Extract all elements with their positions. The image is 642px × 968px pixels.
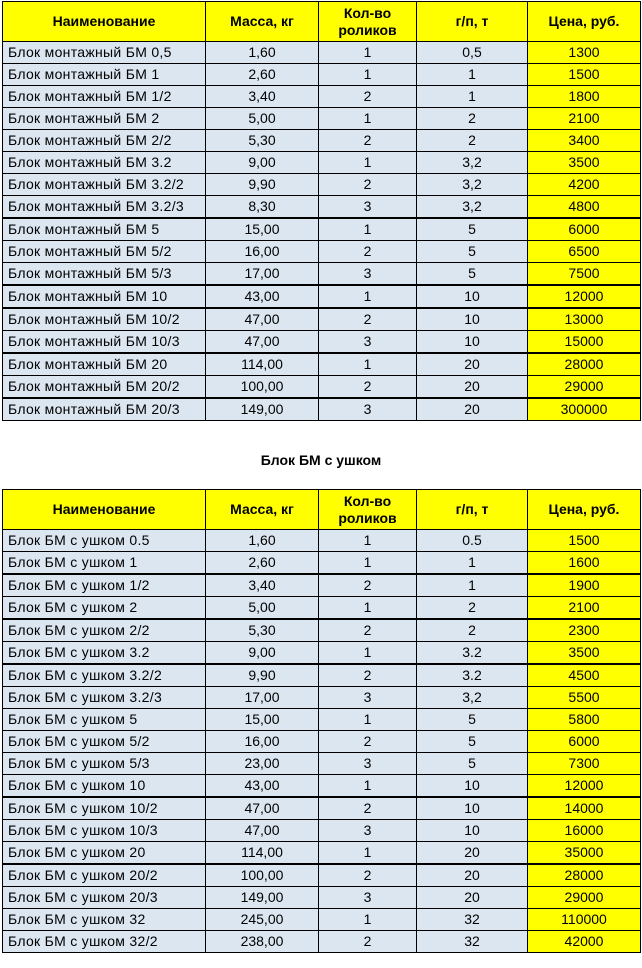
cell-mass: 2,60 — [206, 64, 319, 86]
cell-rollers: 1 — [319, 42, 417, 64]
cell-rollers: 1 — [319, 775, 417, 798]
cell-capacity: 20 — [417, 398, 528, 421]
header-capacity: г/п, т — [417, 490, 528, 530]
table-row — [3, 285, 641, 308]
cell-capacity: 20 — [417, 376, 528, 399]
cell-name: Блок монтажный БМ 1 — [3, 64, 206, 86]
table-row — [3, 241, 641, 263]
table-row — [3, 552, 641, 575]
cell-capacity: 20 — [417, 353, 528, 376]
cell-capacity: 3,2 — [417, 152, 528, 174]
cell-price: 28000 — [528, 864, 641, 887]
cell-mass: 3,40 — [206, 86, 319, 108]
cell-rollers: 1 — [319, 353, 417, 376]
cell-capacity: 10 — [417, 775, 528, 798]
table-row — [3, 574, 641, 597]
cell-mass: 1,60 — [206, 42, 319, 64]
table-row — [3, 152, 641, 174]
cell-mass: 100,00 — [206, 864, 319, 887]
cell-mass: 43,00 — [206, 775, 319, 798]
cell-mass: 17,00 — [206, 687, 319, 709]
cell-capacity: 0,5 — [417, 42, 528, 64]
cell-name: Блок монтажный БМ 1/2 — [3, 86, 206, 108]
cell-price: 2100 — [528, 597, 641, 620]
cell-price: 7300 — [528, 753, 641, 775]
cell-rollers: 3 — [319, 753, 417, 775]
cell-rollers: 3 — [319, 820, 417, 842]
table-row — [3, 709, 641, 731]
cell-price: 6500 — [528, 241, 641, 263]
cell-price: 12000 — [528, 285, 641, 308]
cell-price: 4200 — [528, 174, 641, 196]
cell-rollers: 2 — [319, 376, 417, 399]
cell-name: Блок монтажный БМ 10 — [3, 285, 206, 308]
cell-rollers: 3 — [319, 887, 417, 909]
table-row — [3, 108, 641, 130]
cell-mass: 16,00 — [206, 241, 319, 263]
header-mass: Масса, кг — [206, 490, 319, 530]
cell-rollers: 3 — [319, 263, 417, 286]
header-price: Цена, руб. — [528, 490, 641, 530]
header-capacity: г/п, т — [417, 2, 528, 42]
cell-mass: 1,60 — [206, 530, 319, 552]
cell-capacity: 20 — [417, 842, 528, 865]
cell-rollers: 3 — [319, 398, 417, 421]
cell-price: 2100 — [528, 108, 641, 130]
table-header-row — [3, 2, 641, 42]
cell-mass: 16,00 — [206, 731, 319, 753]
cell-price: 6000 — [528, 218, 641, 241]
cell-rollers: 1 — [319, 152, 417, 174]
cell-name: Блок БМ с ушком 20/3 — [3, 887, 206, 909]
table-row — [3, 619, 641, 642]
cell-price: 2300 — [528, 619, 641, 642]
cell-capacity: 5 — [417, 263, 528, 286]
cell-mass: 9,90 — [206, 664, 319, 687]
cell-capacity: 32 — [417, 931, 528, 953]
cell-price: 110000 — [528, 909, 641, 931]
cell-price: 3500 — [528, 152, 641, 174]
cell-capacity: 3,2 — [417, 687, 528, 709]
cell-mass: 114,00 — [206, 842, 319, 865]
cell-name: Блок БМ с ушком 1 — [3, 552, 206, 575]
cell-price: 1500 — [528, 530, 641, 552]
cell-mass: 5,00 — [206, 597, 319, 620]
cell-capacity: 3,2 — [417, 174, 528, 196]
cell-capacity: 1 — [417, 86, 528, 108]
table-row — [3, 174, 641, 196]
cell-name: Блок монтажный БМ 2 — [3, 108, 206, 130]
cell-price: 300000 — [528, 398, 641, 421]
cell-mass: 149,00 — [206, 398, 319, 421]
table-row — [3, 86, 641, 108]
cell-name: Блок монтажный БМ 3.2/3 — [3, 196, 206, 219]
table-row — [3, 731, 641, 753]
table-row — [3, 353, 641, 376]
cell-mass: 245,00 — [206, 909, 319, 931]
table-row — [3, 530, 641, 552]
cell-price: 5800 — [528, 709, 641, 731]
table-row — [3, 376, 641, 399]
cell-capacity: 1 — [417, 64, 528, 86]
cell-rollers: 2 — [319, 619, 417, 642]
cell-rollers: 1 — [319, 597, 417, 620]
table-header-row — [3, 490, 641, 530]
table-row — [3, 664, 641, 687]
cell-mass: 47,00 — [206, 797, 319, 820]
cell-name: Блок БМ с ушком 1/2 — [3, 574, 206, 597]
cell-capacity: 5 — [417, 709, 528, 731]
cell-price: 1600 — [528, 552, 641, 575]
header-name: Наименование — [3, 2, 206, 42]
cell-price: 12000 — [528, 775, 641, 798]
table-row — [3, 308, 641, 331]
cell-rollers: 2 — [319, 731, 417, 753]
cell-mass: 5,00 — [206, 108, 319, 130]
cell-name: Блок БМ с ушком 2/2 — [3, 619, 206, 642]
cell-mass: 23,00 — [206, 753, 319, 775]
cell-rollers: 3 — [319, 331, 417, 354]
table-row — [3, 775, 641, 798]
cell-rollers: 1 — [319, 285, 417, 308]
cell-capacity: 20 — [417, 887, 528, 909]
cell-capacity: 10 — [417, 797, 528, 820]
cell-name: Блок монтажный БМ 10/3 — [3, 331, 206, 354]
cell-name: Блок монтажный БМ 10/2 — [3, 308, 206, 331]
cell-name: Блок монтажный БМ 20/2 — [3, 376, 206, 399]
cell-mass: 5,30 — [206, 619, 319, 642]
cell-price: 1800 — [528, 86, 641, 108]
cell-name: Блок монтажный БМ 2/2 — [3, 130, 206, 152]
header-price: Цена, руб. — [528, 2, 641, 42]
cell-mass: 9,00 — [206, 152, 319, 174]
cell-rollers: 1 — [319, 642, 417, 665]
cell-mass: 5,30 — [206, 130, 319, 152]
cell-price: 14000 — [528, 797, 641, 820]
cell-price: 7500 — [528, 263, 641, 286]
cell-price: 28000 — [528, 353, 641, 376]
table-row — [3, 642, 641, 665]
table-row — [3, 842, 641, 865]
table-row — [3, 797, 641, 820]
price-table-blocks-with-eye — [2, 489, 641, 953]
cell-name: Блок БМ с ушком 0.5 — [3, 530, 206, 552]
cell-rollers: 2 — [319, 130, 417, 152]
cell-name: Блок БМ с ушком 3.2 — [3, 642, 206, 665]
cell-name: Блок БМ с ушком 3.2/3 — [3, 687, 206, 709]
cell-rollers: 2 — [319, 574, 417, 597]
table-row — [3, 753, 641, 775]
cell-rollers: 1 — [319, 530, 417, 552]
cell-rollers: 2 — [319, 864, 417, 887]
cell-rollers: 1 — [319, 552, 417, 575]
cell-rollers: 3 — [319, 196, 417, 219]
table-row — [3, 218, 641, 241]
cell-rollers: 2 — [319, 241, 417, 263]
cell-name: Блок БМ с ушком 32/2 — [3, 931, 206, 953]
cell-mass: 15,00 — [206, 709, 319, 731]
cell-name: Блок БМ с ушком 10 — [3, 775, 206, 798]
price-table-mounting-blocks — [2, 1, 641, 421]
cell-mass: 47,00 — [206, 820, 319, 842]
cell-capacity: 20 — [417, 864, 528, 887]
header-rollers: Кол-во роликов — [319, 490, 417, 530]
table-row — [3, 909, 641, 931]
cell-capacity: 5 — [417, 731, 528, 753]
table-row — [3, 931, 641, 953]
cell-name: Блок БМ с ушком 32 — [3, 909, 206, 931]
cell-name: Блок БМ с ушком 10/2 — [3, 797, 206, 820]
cell-rollers: 1 — [319, 218, 417, 241]
header-name: Наименование — [3, 490, 206, 530]
cell-price: 4800 — [528, 196, 641, 219]
cell-rollers: 3 — [319, 687, 417, 709]
cell-name: Блок БМ с ушком 2 — [3, 597, 206, 620]
cell-capacity: 5 — [417, 753, 528, 775]
cell-price: 3500 — [528, 642, 641, 665]
cell-name: Блок БМ с ушком 10/3 — [3, 820, 206, 842]
cell-capacity: 2 — [417, 130, 528, 152]
cell-price: 1300 — [528, 42, 641, 64]
cell-capacity: 10 — [417, 331, 528, 354]
cell-mass: 47,00 — [206, 308, 319, 331]
table-row — [3, 887, 641, 909]
cell-rollers: 1 — [319, 64, 417, 86]
cell-name: Блок БМ с ушком 3.2/2 — [3, 664, 206, 687]
table-row — [3, 196, 641, 219]
cell-rollers: 1 — [319, 909, 417, 931]
cell-name: Блок БМ с ушком 20 — [3, 842, 206, 865]
cell-mass: 17,00 — [206, 263, 319, 286]
cell-name: Блок БМ с ушком 20/2 — [3, 864, 206, 887]
cell-rollers: 2 — [319, 86, 417, 108]
cell-capacity: 1 — [417, 552, 528, 575]
cell-price: 1500 — [528, 64, 641, 86]
cell-capacity: 0.5 — [417, 530, 528, 552]
cell-name: Блок монтажный БМ 5/3 — [3, 263, 206, 286]
cell-price: 4500 — [528, 664, 641, 687]
cell-name: Блок БМ с ушком 5/2 — [3, 731, 206, 753]
cell-mass: 9,90 — [206, 174, 319, 196]
cell-capacity: 3.2 — [417, 642, 528, 665]
cell-mass: 2,60 — [206, 552, 319, 575]
cell-mass: 9,00 — [206, 642, 319, 665]
cell-capacity: 5 — [417, 241, 528, 263]
cell-rollers: 2 — [319, 931, 417, 953]
table-row — [3, 263, 641, 286]
table-row — [3, 687, 641, 709]
cell-capacity: 10 — [417, 308, 528, 331]
cell-mass: 238,00 — [206, 931, 319, 953]
cell-price: 6000 — [528, 731, 641, 753]
cell-capacity: 5 — [417, 218, 528, 241]
cell-price: 13000 — [528, 308, 641, 331]
cell-capacity: 32 — [417, 909, 528, 931]
table-row — [3, 130, 641, 152]
cell-mass: 43,00 — [206, 285, 319, 308]
table-row — [3, 398, 641, 421]
header-mass: Масса, кг — [206, 2, 319, 42]
table-row — [3, 597, 641, 620]
cell-name: Блок монтажный БМ 5 — [3, 218, 206, 241]
cell-price: 15000 — [528, 331, 641, 354]
cell-capacity: 2 — [417, 597, 528, 620]
cell-name: Блок БМ с ушком 5 — [3, 709, 206, 731]
cell-capacity: 3.2 — [417, 664, 528, 687]
cell-mass: 3,40 — [206, 574, 319, 597]
cell-price: 42000 — [528, 931, 641, 953]
cell-name: Блок монтажный БМ 20 — [3, 353, 206, 376]
cell-price: 29000 — [528, 887, 641, 909]
cell-capacity: 10 — [417, 285, 528, 308]
cell-name: Блок монтажный БМ 3.2 — [3, 152, 206, 174]
table-row — [3, 331, 641, 354]
cell-capacity: 2 — [417, 108, 528, 130]
cell-mass: 100,00 — [206, 376, 319, 399]
cell-mass: 149,00 — [206, 887, 319, 909]
cell-price: 3400 — [528, 130, 641, 152]
cell-price: 35000 — [528, 842, 641, 865]
cell-price: 29000 — [528, 376, 641, 399]
cell-capacity: 1 — [417, 574, 528, 597]
cell-capacity: 2 — [417, 619, 528, 642]
cell-mass: 15,00 — [206, 218, 319, 241]
cell-price: 5500 — [528, 687, 641, 709]
table-row — [3, 42, 641, 64]
cell-rollers: 2 — [319, 664, 417, 687]
cell-rollers: 2 — [319, 308, 417, 331]
cell-name: Блок монтажный БМ 3.2/2 — [3, 174, 206, 196]
cell-rollers: 1 — [319, 108, 417, 130]
cell-name: Блок монтажный БМ 5/2 — [3, 241, 206, 263]
cell-rollers: 1 — [319, 842, 417, 865]
cell-name: Блок монтажный БМ 20/3 — [3, 398, 206, 421]
cell-price: 1900 — [528, 574, 641, 597]
table-row — [3, 64, 641, 86]
cell-rollers: 2 — [319, 797, 417, 820]
cell-capacity: 3,2 — [417, 196, 528, 219]
cell-mass: 114,00 — [206, 353, 319, 376]
section-title: Блок БМ с ушком — [260, 452, 382, 468]
cell-rollers: 1 — [319, 709, 417, 731]
table-row — [3, 820, 641, 842]
table-row — [3, 864, 641, 887]
cell-mass: 8,30 — [206, 196, 319, 219]
cell-price: 16000 — [528, 820, 641, 842]
cell-mass: 47,00 — [206, 331, 319, 354]
cell-capacity: 10 — [417, 820, 528, 842]
cell-rollers: 2 — [319, 174, 417, 196]
header-rollers: Кол-во роликов — [319, 2, 417, 42]
cell-name: Блок БМ с ушком 5/3 — [3, 753, 206, 775]
cell-name: Блок монтажный БМ 0,5 — [3, 42, 206, 64]
